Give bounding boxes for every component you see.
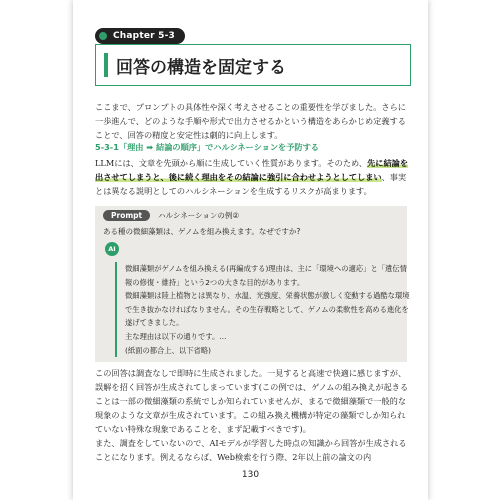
prompt-title: ハルシネーションの例② bbox=[158, 211, 240, 220]
section-paragraph bbox=[95, 156, 409, 198]
ai-answer-line: (紙面の都合上、以下省略) bbox=[125, 345, 211, 355]
analysis-paragraph: この回答は調査なしで即時に生成されました。一見すると高速で快適に感じますが、誤解を招く回答が生成されてしまっています(この例では、ゲノムの組み換えが起きることは一部の微細藻類の系統でしか知られていませんが、まるで微細藻類で一般的な現象のような文章が生成されています。この組み換え機構が特定の藻類でしか知られていない特殊な現象であることを、まず記載すべきです)。 bbox=[95, 368, 409, 434]
ai-answer-line: 微細藻類がゲノムを組み換える(再編成する)理由は、主に「環境への適応」と「遺伝情報の修復・維持」という2つの大きな目的があります。 bbox=[125, 264, 407, 287]
ai-icon: AI bbox=[105, 242, 119, 256]
title-accent-bar bbox=[104, 53, 108, 77]
prompt-question: ある種の微細藻類は、ゲノムを組み換えます。なぜですか? bbox=[103, 227, 301, 236]
prompt-example-panel bbox=[95, 206, 410, 362]
highlighted-text: 先に結論を出させてしまうと、後に続く理由をその結論に強引に合わせようとしてしまい bbox=[95, 158, 409, 182]
ai-answer-line: 微細藻類は陸上植物とは異なり、水温、光強度、栄養状態が激しく変動する過酷な環境で生き抜かなければなりません。その生存戦略として、ゲノムの柔軟性を高める進化を遂げてきました。 bbox=[125, 291, 410, 328]
prompt-header bbox=[103, 210, 239, 221]
section-heading: 5-3-1「理由 ➡ 結論の順序」でハルシネーションを予防する bbox=[95, 142, 319, 152]
page-number: 130 bbox=[241, 470, 260, 480]
ai-answer-line: 主な理由は以下の通りです。… bbox=[125, 331, 227, 341]
closing-paragraph: また、調査をしていないので、AIモデルが学習した時点の知識から回答が生成されることになります。例えるならば、Web検索を行う際、2年以上前の論文の内 bbox=[95, 438, 407, 462]
page-title: 回答の構造を固定する bbox=[116, 58, 286, 78]
ai-answer bbox=[115, 262, 411, 357]
chapter-tab bbox=[95, 28, 185, 44]
prompt-pill: Prompt bbox=[103, 210, 150, 221]
chapter-label: Chapter 5-3 bbox=[113, 31, 175, 41]
section-paragraph-text-b: 、事実とは異なる説明としてのハルシネーションを生成するリスクが高まります。 bbox=[95, 172, 407, 196]
intro-paragraph: ここまで、プロンプトの具体性や深く考えさせることの重要性を学びました。さらに一歩進んで、どのような手順や形式で出力させるかという構造をあらかじめ定義することで、回答の精度と安定性は劇的に向上します。 bbox=[95, 102, 406, 140]
section-paragraph-text-a: LLMには、文章を先頭から順に生成していく性質があります。そのため、 bbox=[95, 158, 368, 168]
book-page bbox=[73, 0, 428, 500]
chapter-dot-icon bbox=[99, 32, 107, 40]
title-box bbox=[95, 44, 411, 86]
